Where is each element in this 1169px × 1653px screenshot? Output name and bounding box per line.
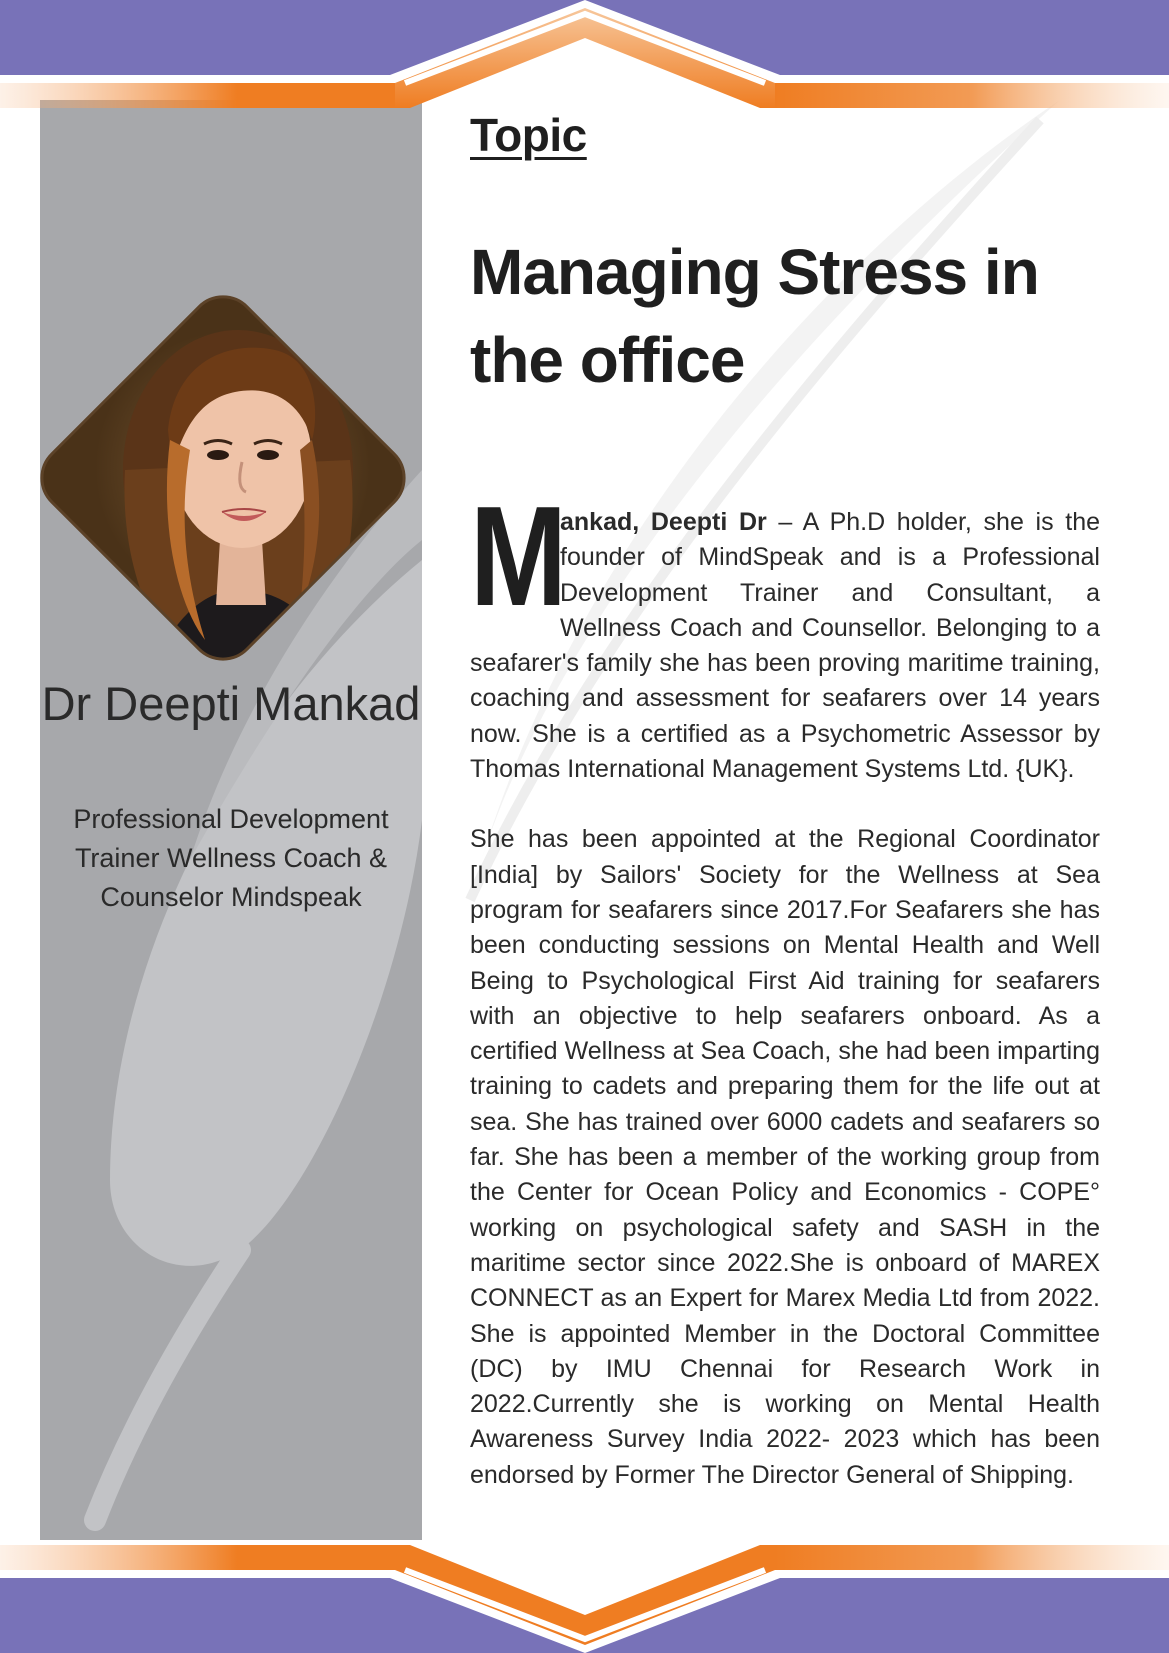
bio-paragraph-1	[470, 477, 1100, 787]
bio-paragraph-2: She has been appointed at the Regional Coordinator [India] by Sailors' Society for the Wellness at Sea program for seafarers since 2017.For Seafarers she has been conducting sessions on Mental Health and Well Being to Psychological First Aid training for seafarers with an objective to help seafarers onboard. As a certified Wellness at Sea Coach, she had been imparting training to cadets and preparing them for the life out at sea. She has trained over 6000 cadets and seafarers so far. She has been a member of the working group from the Center for Ocean Policy and Economics - COPE° working on psychological safety and SASH in the maritime sector since 2022.She is onboard of MAREX CONNECT as an Expert for Marex Media Ltd from 2022. She is appointed Member in the Doctoral Committee (DC) by IMU Chennai for Research Work in 2022.Currently she is working on Mental Health Awareness Survey India 2022- 2023 which has been endorsed by Former The Director General of Shipping.	[470, 825, 1100, 1489]
page-title: Managing Stress in the office	[470, 236, 1039, 396]
drop-cap: M	[470, 477, 568, 636]
bio-paragraph-1-text: – A Ph.D holder, she is the founder of MindSpeak and is a Professional Development Trainer and Consultant, a Wellness Coach and Counsellor. Belonging to a seafarer's family she has been proving maritime training, coaching and assessment for seafarers over 14 years now. She is a certified as a Psychometric Assessor by Thomas International Management Systems Ltd. {UK}.	[470, 508, 1100, 784]
speaker-name: Dr Deepti Mankad	[41, 677, 421, 730]
speaker-role: Professional Development Trainer Wellness Coach & Counselor Mindspeak	[73, 804, 389, 912]
topic-label: Topic	[470, 109, 587, 161]
speaker-bio	[470, 477, 1100, 1493]
bio-name: ankad, Deepti Dr	[560, 508, 767, 536]
